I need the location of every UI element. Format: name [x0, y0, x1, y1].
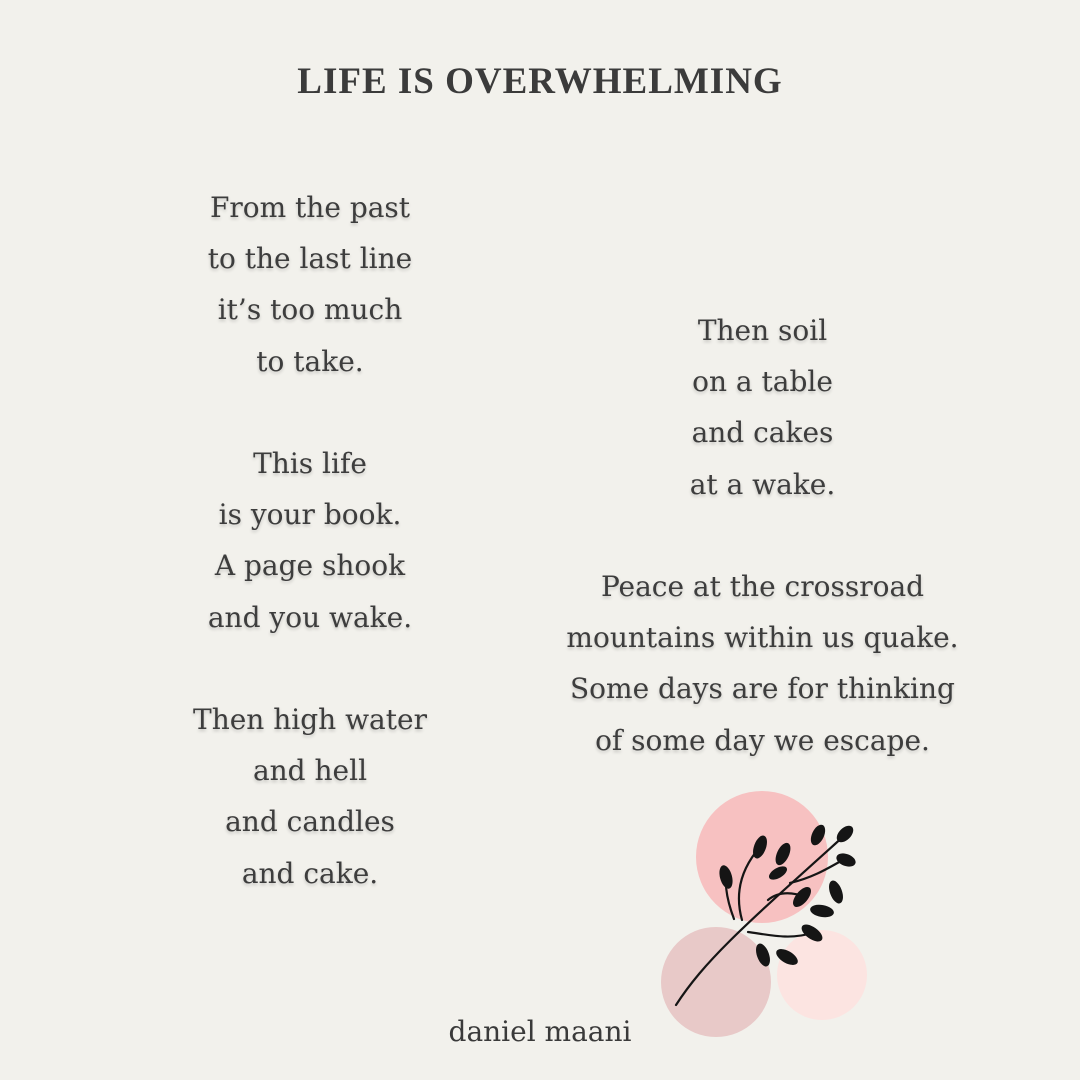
poem-line: and candles	[225, 805, 395, 839]
poem-title: LIFE IS OVERWHELMING	[297, 61, 783, 102]
poem-left-column	[150, 182, 470, 899]
stanza	[150, 438, 470, 643]
poem-line: Some days are for thinking	[570, 672, 955, 706]
poem-line: at a wake.	[689, 467, 836, 501]
poem-line: A page shook	[214, 549, 406, 583]
stanza	[150, 182, 470, 387]
poem-right-column	[540, 305, 985, 766]
stanza	[150, 694, 470, 899]
poem-line: it’s too much	[217, 293, 403, 327]
stanza	[540, 305, 985, 510]
author-name: daniel maani	[448, 1015, 632, 1048]
poem-line: and cakes	[691, 416, 834, 450]
poem-line: on a table	[692, 365, 833, 399]
poem-line: From the past	[209, 191, 411, 224]
poem-line: Then high water	[193, 703, 427, 736]
poem-line: to the last line	[207, 242, 413, 276]
poem-line: of some day we escape.	[595, 723, 930, 757]
stanza	[540, 561, 985, 766]
leaf-branch-icon	[650, 785, 880, 1045]
poem-line: Then soil	[697, 314, 828, 347]
poem-line: to take.	[256, 344, 364, 378]
poem-line: is your book.	[218, 498, 402, 532]
blush-circle	[777, 930, 867, 1020]
poem-line: and you wake.	[207, 600, 413, 634]
poem-line: This life	[253, 447, 367, 480]
poem-line: Peace at the crossroad	[600, 570, 925, 603]
poem-line: mountains within us quake.	[566, 621, 959, 655]
poem-line: and hell	[252, 754, 368, 788]
poem-line: and cake.	[241, 856, 379, 890]
pink-circle	[696, 791, 828, 923]
